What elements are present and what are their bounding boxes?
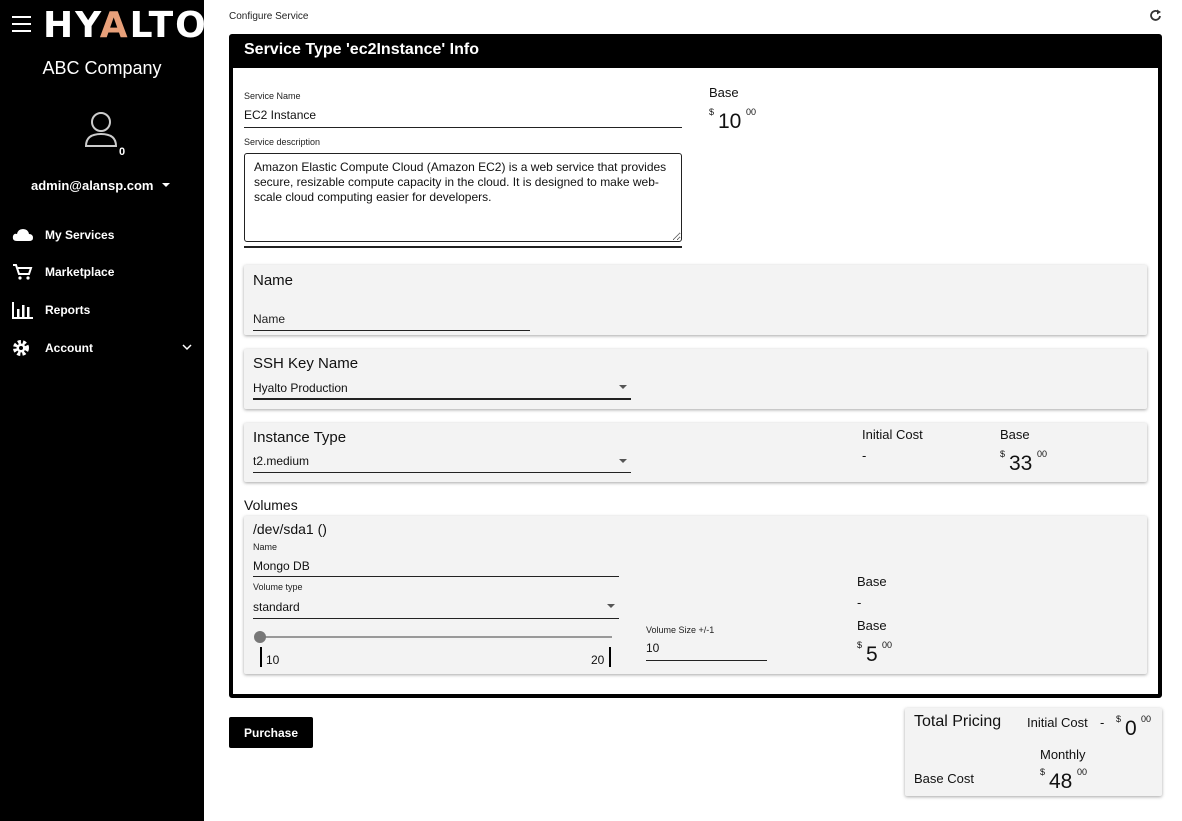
dropdown-arrow-icon[interactable] (619, 459, 627, 463)
currency-symbol: $ (857, 640, 863, 650)
nav-label: My Services (45, 228, 115, 242)
dropdown-arrow-icon[interactable] (607, 604, 615, 608)
nav-label: Account (45, 341, 93, 355)
nav-label: Marketplace (45, 265, 115, 279)
volume-size-slider-thumb[interactable] (254, 631, 266, 643)
service-name-label: Service Name (244, 91, 301, 101)
volumes-heading: Volumes (244, 497, 298, 513)
notification-count: 0 (119, 146, 126, 158)
price-whole: 5 (866, 643, 878, 666)
price-whole: 33 (1009, 452, 1033, 475)
volume-card (244, 516, 1147, 674)
price-whole: 0 (1125, 717, 1137, 740)
price-cents: 00 (1141, 714, 1152, 724)
cloud-icon (12, 226, 34, 244)
name-card-title: Name (253, 272, 294, 289)
ssh-key-title: SSH Key Name (253, 355, 359, 372)
volume-size-input[interactable]: 10 (646, 641, 660, 655)
cart-icon (12, 263, 34, 281)
price-cents: 00 (1077, 767, 1088, 777)
instance-type-title[interactable]: Instance Type (253, 429, 347, 446)
slider-max-label: 20 (591, 653, 605, 667)
menu-icon[interactable] (12, 16, 31, 32)
price-cents: 00 (1037, 449, 1048, 459)
price-cents: 00 (882, 640, 893, 650)
volume-base-label: Base (857, 574, 887, 589)
volume-size-label: Volume Size +/-1 (646, 625, 715, 635)
instance-base-label: Base (1000, 427, 1030, 442)
volume-name-label: Name (253, 542, 278, 552)
dropdown-arrow-icon[interactable] (619, 385, 627, 389)
volume-size-slider-track[interactable] (260, 636, 612, 638)
refresh-icon[interactable] (1150, 9, 1162, 22)
service-description-textarea[interactable]: Amazon Elastic Compute Cloud (Amazon EC2) is a web service that provides secure, resizable compute capacity in the cloud. It is designed to make web-scale cloud computing easier for developers. (244, 153, 682, 242)
instance-select-underline (253, 472, 631, 473)
volume-name-underline (253, 576, 619, 577)
volume-size-underline (646, 660, 767, 661)
nav-reports[interactable] (0, 295, 204, 325)
caret-down-icon[interactable] (162, 183, 170, 187)
name-input[interactable]: Name (253, 312, 286, 326)
slider-min-tick (260, 647, 262, 667)
base-price (709, 107, 769, 133)
total-pricing-title: Total Pricing (914, 713, 1002, 730)
total-base-price (1040, 767, 1100, 793)
price-whole: 10 (718, 110, 742, 133)
ssh-key-card (244, 349, 1147, 409)
nav-account[interactable] (0, 333, 204, 363)
panel-title: Service Type 'ec2Instance' Info (233, 38, 1158, 68)
sidebar (0, 0, 208, 821)
volume-base-value: - (857, 595, 862, 610)
total-initial-dash: - (1100, 715, 1105, 730)
purchase-button[interactable]: Purchase (229, 717, 313, 748)
currency-symbol: $ (1000, 449, 1006, 459)
slider-max-tick (609, 647, 611, 667)
price-cents: 00 (746, 107, 757, 117)
service-name-underline (244, 127, 682, 128)
description-underline (244, 246, 682, 248)
user-avatar-icon[interactable] (84, 110, 118, 148)
user-menu[interactable] (0, 176, 204, 196)
nav-my-services[interactable] (0, 220, 204, 250)
volume-type-label: Volume type (253, 582, 303, 592)
initial-cost-label: Initial Cost (862, 427, 923, 442)
name-card (244, 265, 1147, 335)
nav-marketplace[interactable] (0, 257, 204, 287)
total-initial-cost-label: Initial Cost (1027, 715, 1088, 730)
ssh-key-select[interactable]: Hyalto Production (253, 381, 348, 395)
instance-base-price (1000, 449, 1060, 475)
price-whole: 48 (1049, 770, 1073, 793)
logo: HYALTO (43, 5, 208, 46)
name-input-underline (253, 330, 530, 331)
base-label: Base (709, 85, 739, 100)
breadcrumb: Configure Service (229, 11, 309, 22)
chevron-down-icon[interactable] (181, 341, 193, 353)
volume-device: /dev/sda1 () (253, 521, 327, 537)
volume-type-select[interactable]: standard (253, 600, 300, 614)
slider-min-label: 10 (266, 653, 280, 667)
nav-label: Reports (45, 303, 91, 317)
total-monthly-label: Monthly (1040, 747, 1086, 762)
volume-size-base-label: Base (857, 618, 887, 633)
instance-type-select[interactable]: t2.medium (253, 454, 310, 468)
total-initial-price (1116, 714, 1156, 740)
bar-chart-icon (12, 301, 34, 319)
company-name: ABC Company (42, 58, 162, 78)
ssh-select-underline (253, 398, 631, 400)
initial-cost-value: - (862, 448, 867, 463)
gear-icon (12, 339, 34, 357)
service-name-input[interactable]: EC2 Instance (244, 108, 317, 122)
service-description-label: Service description (244, 137, 321, 147)
volume-name-input[interactable]: Mongo DB (253, 559, 310, 573)
volume-base-price (857, 640, 907, 666)
total-base-cost-label: Base Cost (914, 771, 974, 786)
currency-symbol: $ (709, 107, 715, 117)
user-email: admin@alansp.com (31, 178, 154, 193)
currency-symbol: $ (1116, 714, 1122, 724)
currency-symbol: $ (1040, 767, 1046, 777)
volume-type-underline (253, 618, 619, 619)
